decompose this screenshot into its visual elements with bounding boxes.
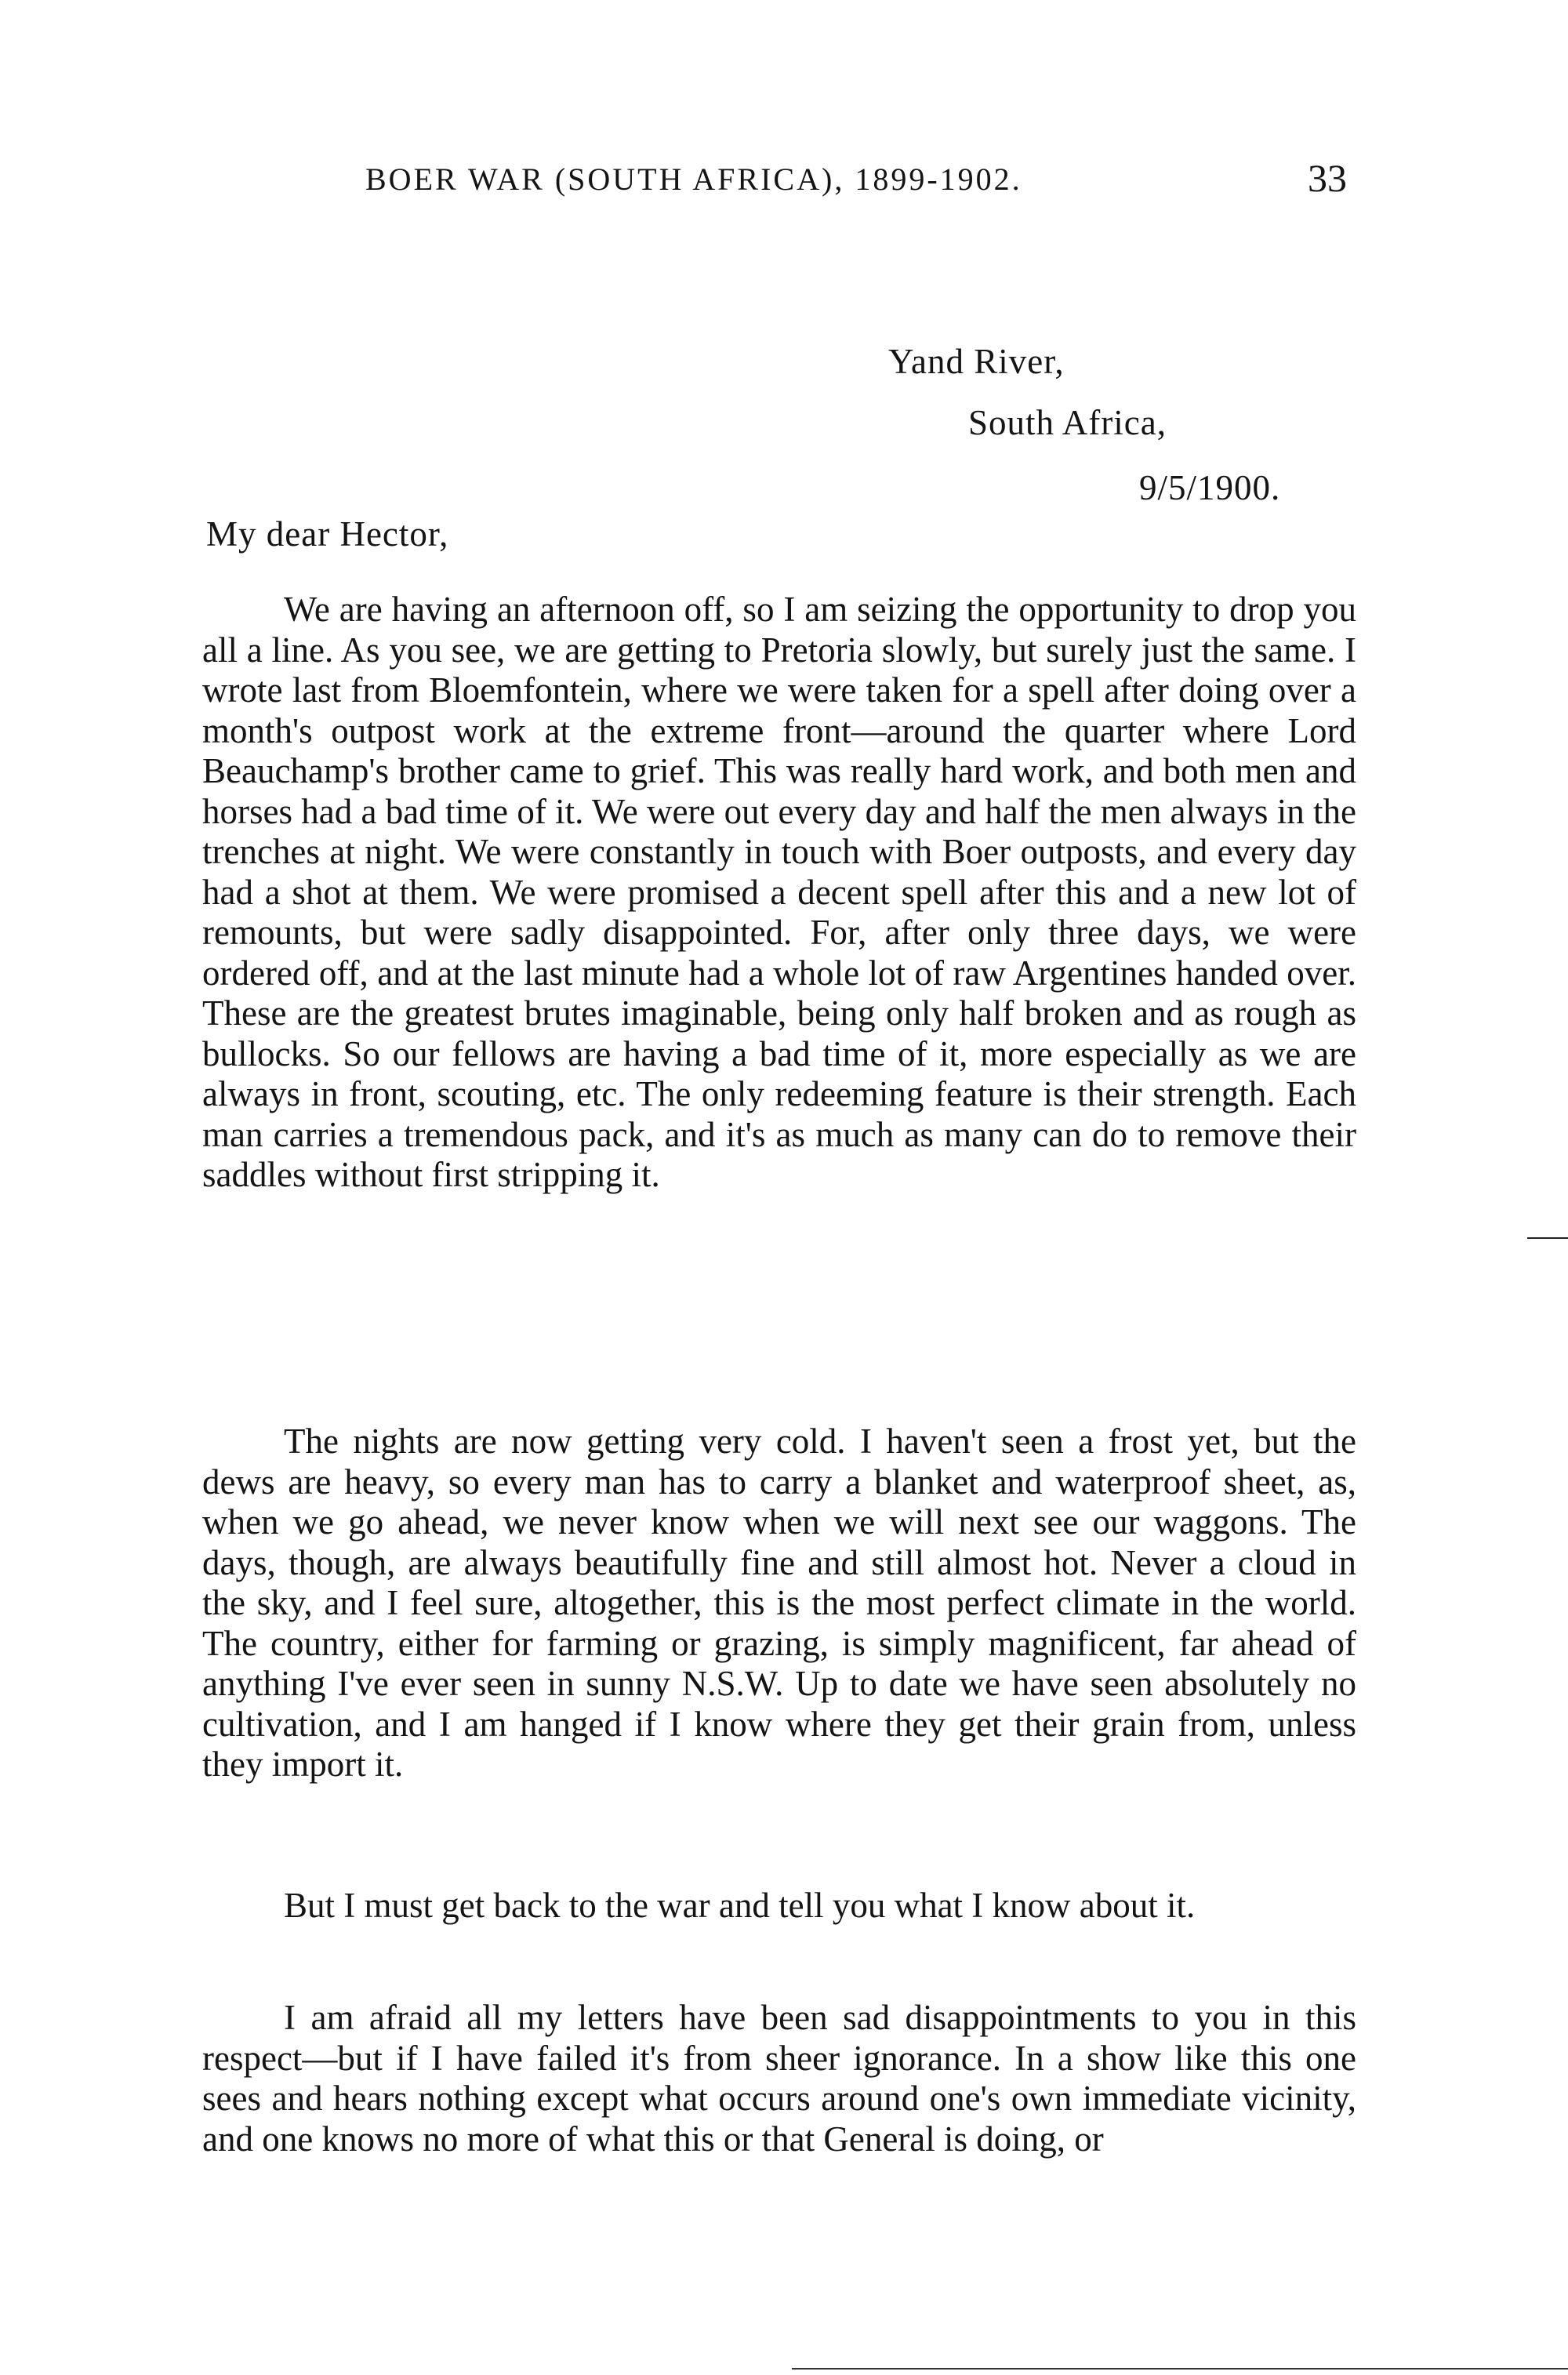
letter-place-line-1: Yand River, <box>888 342 1065 381</box>
scan-edge-mark <box>1527 1237 1568 1239</box>
letter-place-line-2: South Africa, <box>968 403 1167 442</box>
letter-paragraph: We are having an afternoon off, so I am seizing the opportunity to drop you all a line. As you see, we are getting to Pretoria slowly, but surely just the same. I wrote last from Bloemfontein, where we were taken for a spell after doing over a month's outpost work at the extreme front—around the quarter where Lord Beauchamp's brother came to grief. This was really hard work, and both men and horses had a bad time of it. We were out every day and half the men always in the trenches at night. We were constantly in touch with Boer outposts, and every day had a shot at them. We were promised a decent spell after this and a new lot of remounts, but were sadly disappointed. For, after only three days, we were ordered off, and at the last minute had a whole lot of raw Argentines handed over. These are the greatest brutes imaginable, being only half broken and as rough as bullocks. So our fellows are having a bad time of it, more especially as we are always in front, scouting, etc. The only redeeming feature is their strength. Each man carries a tremendous pack, and it's as much as many can do to remove their saddles without first stripping it. <box>202 590 1356 1194</box>
letter-paragraph: I am afraid all my letters have been sad disappointments to you in this respect—but if I have failed it's from sheer ignorance. In a show like this one sees and hears nothing except what occurs around one's own immediate vicinity, and one knows no more of what this or that General is doing, or <box>202 1998 1356 2159</box>
letter-date: 9/5/1900. <box>1139 468 1281 507</box>
letter-paragraph: But I must get back to the war and tell you what I know about it. <box>284 1886 1196 1925</box>
page-number: 33 <box>1308 156 1347 200</box>
running-head: BOER WAR (SOUTH AFRICA), 1899-1902. <box>365 162 1022 197</box>
letter-salutation: My dear Hector, <box>206 514 449 554</box>
scan-bottom-edge <box>792 2368 1568 2370</box>
letter-paragraph: The nights are now getting very cold. I haven't seen a frost yet, but the dews are heavy, so every man has to carry a blanket and waterproof sheet, as, when we go ahead, we never know when we will next see our waggons. The days, though, are always beautifully fine and still almost hot. Never a cloud in the sky, and I feel sure, altogether, this is the most perfect climate in the world. The country, either for farming or grazing, is simply magnificent, far ahead of anything I've ever seen in sunny N.S.W. Up to date we have seen absolutely no cultivation, and I am hanged if I know where they get their grain from, unless they import it. <box>202 1422 1356 1784</box>
